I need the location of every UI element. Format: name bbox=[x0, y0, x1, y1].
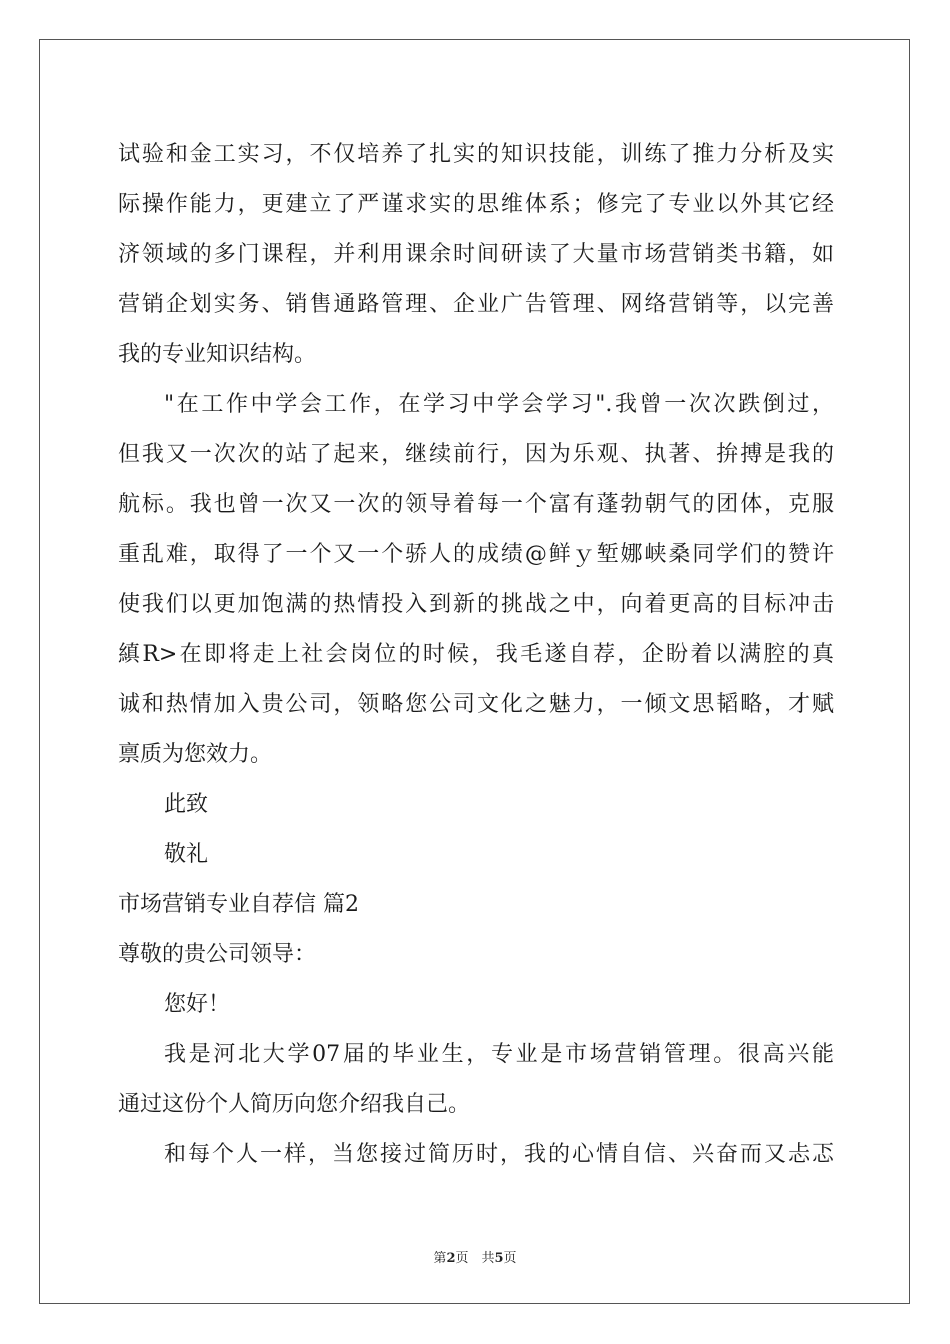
text-line: 际操作能力，更建立了严谨求实的思维体系；修完了专业以外其它经 bbox=[118, 192, 834, 217]
text-line: 重乱难，取得了一个又一个骄人的成绩@鲜ｙ堑娜峡桑同学们的赞许 bbox=[118, 542, 834, 567]
text-line: "在工作中学会工作，在学习中学会学习".我曾一次次跌倒过， bbox=[164, 392, 834, 417]
footer-prefix: 第 bbox=[433, 1251, 447, 1266]
total-pages-number: 5 bbox=[494, 1251, 504, 1266]
text-line: 航标。我也曾一次又一次的领导着每一个富有蓬勃朝气的团体，克服 bbox=[118, 492, 834, 517]
text-line: 縝R>在即将走上社会岗位的时候，我毛遂自荐，企盼着以满腔的真 bbox=[118, 642, 834, 667]
text-line: 使我们以更加饱满的热情投入到新的挑战之中，向着更高的目标冲击 bbox=[118, 592, 834, 617]
section-heading: 市场营销专业自荐信 篇2 bbox=[118, 892, 359, 917]
text-line: 诚和热情加入贵公司，领略您公司文化之魅力，一倾文思韬略，才赋 bbox=[118, 692, 834, 717]
greeting-addressee: 尊敬的贵公司领导： bbox=[118, 942, 317, 967]
closing-regards: 敬礼 bbox=[164, 842, 209, 867]
text-line: 济领域的多门课程，并利用课余时间研读了大量市场营销类书籍，如 bbox=[118, 242, 834, 267]
text-line: 禀质为您效力。 bbox=[118, 742, 273, 767]
text-line: 但我又一次次的站了起来，继续前行，因为乐观、执著、拚搏是我的 bbox=[118, 442, 834, 467]
text-line: 我是河北大学07届的毕业生，专业是市场营销管理。很高兴能 bbox=[164, 1042, 834, 1067]
closing-salutation: 此致 bbox=[164, 792, 209, 817]
text-line: 营销企划实务、销售通路管理、企业广告管理、网络营销等，以完善 bbox=[118, 292, 834, 317]
text-line: 试验和金工实习，不仅培养了扎实的知识技能，训练了推力分析及实 bbox=[118, 142, 834, 167]
footer-mid: 页 共 bbox=[455, 1251, 495, 1266]
text-line: 通过这份个人简历向您介绍我自己。 bbox=[118, 1092, 471, 1117]
text-line: 和每个人一样，当您接过简历时，我的心情自信、兴奋而又忐忑 bbox=[164, 1142, 834, 1167]
page-footer bbox=[0, 1247, 950, 1266]
text-line: 我的专业知识结构。 bbox=[118, 342, 317, 367]
greeting: 您好！ bbox=[164, 992, 231, 1017]
current-page-number: 2 bbox=[446, 1251, 456, 1266]
document-body bbox=[118, 130, 834, 1180]
footer-suffix: 页 bbox=[503, 1251, 517, 1266]
